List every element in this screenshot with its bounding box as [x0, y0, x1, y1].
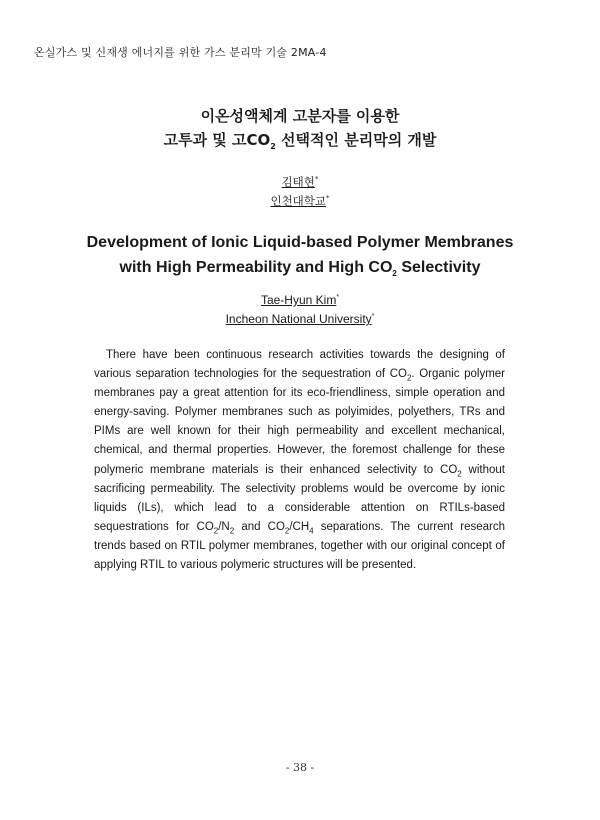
english-title-line-2-start: with High Permeability and High CO — [119, 259, 393, 276]
english-title-line-2 — [0, 255, 600, 280]
english-author-name: Tae-Hyun Kim — [260, 293, 337, 307]
co2-subscript: 2 — [213, 526, 219, 536]
english-authors — [0, 291, 600, 329]
english-title — [0, 230, 600, 280]
co2-subscript: 2 — [284, 526, 290, 536]
korean-affiliation: 인천대학교 — [270, 194, 327, 208]
abstract-text-4: /N — [218, 520, 230, 533]
abstract-text-3: without sacrificing permeability. The selectivity problems would be overcome by ionic liquids (ILs), which lead to a considerable attention on RTILs-based sequestrations for CO — [94, 463, 505, 533]
korean-title-line-1: 이온성액체계 고분자를 이용한 — [200, 107, 400, 125]
english-title-line-1: Development of Ionic Liquid-based Polymer Membranes — [86, 234, 514, 251]
ch4-subscript: 4 — [309, 526, 314, 536]
korean-author-name: 김태현 — [281, 175, 315, 189]
korean-title-line-2-end: 선택적인 분리막의 개발 — [275, 131, 437, 149]
abstract-text-5: and CO — [234, 520, 285, 533]
korean-title-line-2-start: 고투과 및 고CO — [163, 131, 271, 149]
english-affiliation-mark: * — [371, 313, 375, 320]
co2-subscript: 2 — [406, 373, 412, 383]
korean-author-mark: * — [314, 175, 319, 184]
n2-subscript: 2 — [229, 526, 235, 536]
english-title-line-2-end: Selectivity — [396, 259, 481, 276]
page-number: - 38 - — [285, 761, 315, 774]
abstract-paragraph — [94, 346, 505, 575]
korean-title — [0, 104, 600, 152]
abstract-text-7: separations. The current research trends based on RTIL polymer membranes, together with our original concept of applying RTIL to various polymeric structures will be presented. — [94, 520, 506, 572]
english-affiliation: Incheon National University — [225, 312, 372, 326]
running-header: 온실가스 및 신재생 에너지를 위한 가스 분리막 기술 2MA-4 — [34, 46, 327, 59]
english-title-subscript: 2 — [392, 269, 397, 279]
co2-subscript: 2 — [457, 468, 462, 478]
abstract-text-2: . Organic polymer membranes pay a great attention for its eco-friendliness, simple operation and energy-saving. Polymer membranes such as polyimides, polyethers, TRs and PIMs are well known for their high permeability and excellent mechanical, chemical, and thermal properties. However, the foremost challenge for these polymeric membrane materials is their enhanced selectivity to CO — [94, 368, 505, 476]
abstract-text-1: There have been continuous research activities towards the designing of various separation technologies for the sequestration of CO — [94, 349, 505, 381]
korean-title-subscript: 2 — [270, 142, 276, 151]
abstract-text-6: /CH — [289, 520, 310, 533]
korean-affiliation-mark: * — [326, 194, 330, 203]
korean-authors — [0, 173, 600, 211]
korean-title-line-2 — [0, 128, 600, 152]
english-author-mark: * — [336, 294, 340, 301]
